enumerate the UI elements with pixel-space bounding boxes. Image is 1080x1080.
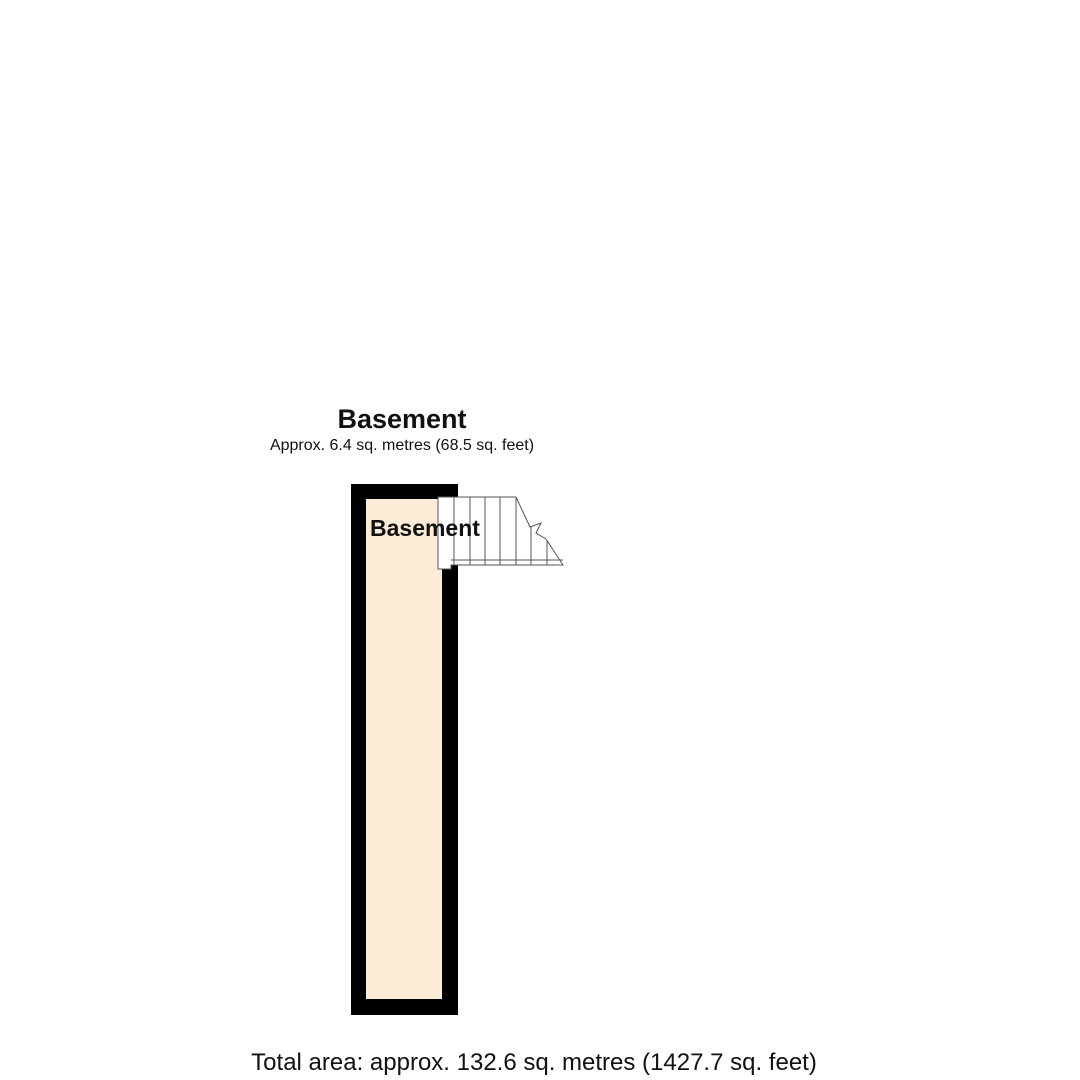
floor-title: Basement [337, 404, 467, 434]
room-label-basement: Basement [370, 515, 480, 541]
floor-area: Approx. 6.4 sq. metres (68.5 sq. feet) [269, 437, 535, 454]
total-area: Total area: approx. 132.6 sq. metres (1427.7 sq. feet) [251, 1049, 817, 1076]
room-floor [366, 499, 442, 999]
